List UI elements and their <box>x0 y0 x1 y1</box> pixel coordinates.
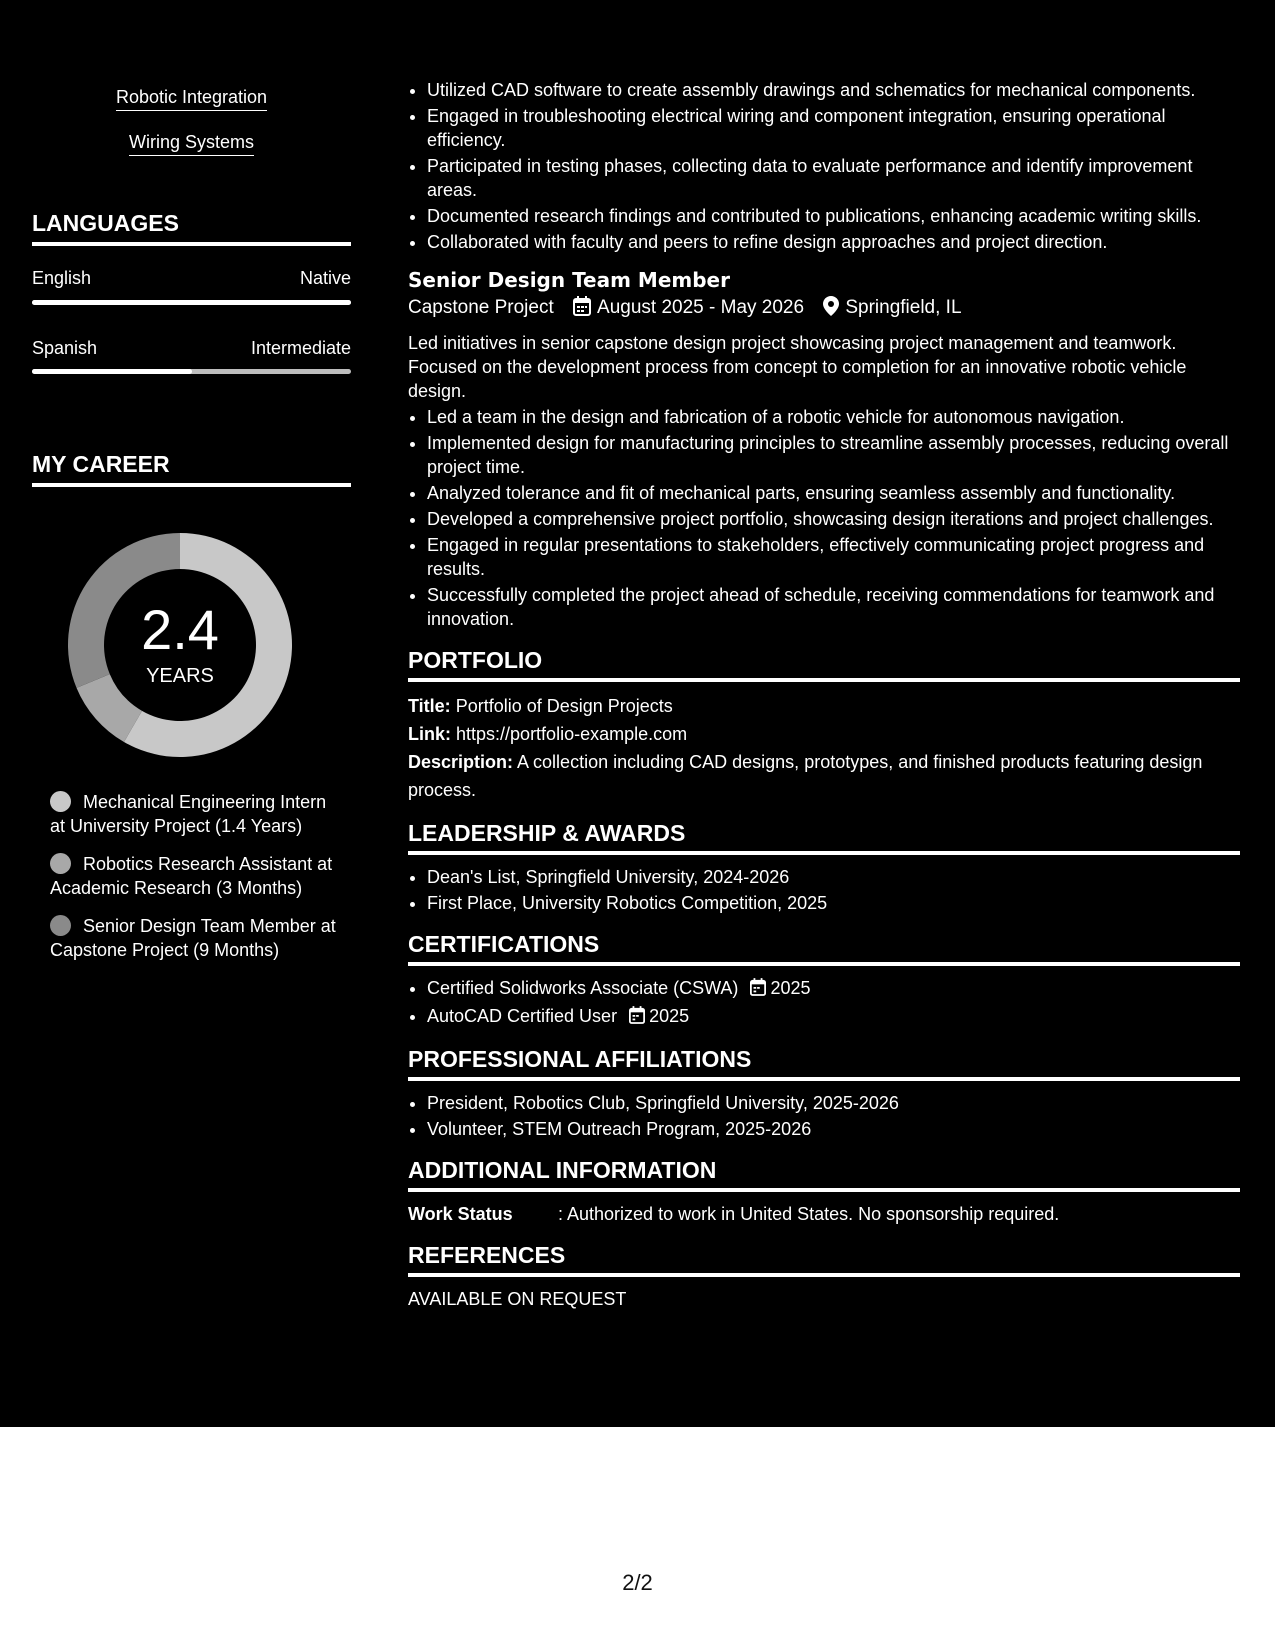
sidebar <box>0 0 380 1427</box>
language-proficiency-fill <box>32 300 351 305</box>
job-title: Senior Design Team Member <box>408 268 730 292</box>
job-bullet: • Developed a comprehensive project portfolio, showcasing design iterations and project challenges. <box>427 507 1240 531</box>
legend-dot-icon <box>50 915 71 936</box>
portfolio-link[interactable]: https://portfolio-example.com <box>456 724 688 744</box>
portfolio-title-label: Title: <box>408 696 451 716</box>
certifications-heading: CERTIFICATIONS <box>408 929 1240 966</box>
portfolio-description: A collection including CAD designs, prototypes, and finished products featuring design process. <box>408 752 1203 800</box>
language-row <box>32 266 351 290</box>
work-status-value: : Authorized to work in United States. No sponsorship required. <box>558 1204 1060 1224</box>
language-proficiency-bar <box>32 369 351 374</box>
job-bullet: • Successfully completed the project ahead of schedule, receiving commendations for teamwork and innovation. <box>427 583 1240 631</box>
certifications-list <box>408 976 1240 1030</box>
career-total-years: 2.4 <box>141 598 219 661</box>
job-bullet: • Documented research findings and contributed to publications, enhancing academic writing skills. <box>427 204 1240 228</box>
job-bullet: • Collaborated with faculty and peers to refine design approaches and project direction. <box>427 230 1240 254</box>
leadership-list <box>408 865 1240 915</box>
job-bullets <box>408 405 1240 631</box>
page-number: 2/2 <box>622 1570 653 1595</box>
language-name: English <box>32 268 92 288</box>
portfolio-description-row <box>408 748 1240 804</box>
job-bullet: • Led a team in the design and fabrication of a robotic vehicle for autonomous navigation. <box>427 405 1240 429</box>
references-text: AVAILABLE ON REQUEST <box>408 1289 627 1309</box>
language-level: Intermediate <box>250 338 351 358</box>
job-bullet: • Participated in testing phases, collecting data to evaluate performance and identify improvement areas. <box>427 154 1240 202</box>
previous-job-bullets <box>408 78 1240 254</box>
language-row <box>32 336 351 360</box>
additional-info-heading: ADDITIONAL INFORMATION <box>408 1155 1240 1192</box>
job-company: Capstone Project <box>408 297 554 318</box>
language-proficiency-fill <box>32 369 192 374</box>
job-meta <box>408 294 1240 325</box>
legend-dot-icon <box>50 791 71 812</box>
career-legend-label: Senior Design Team Member at Capstone Project (9 Months) <box>50 916 336 960</box>
affiliations-list <box>408 1091 1240 1141</box>
certification-name: AutoCAD Certified User <box>427 1006 618 1026</box>
career-legend-item <box>50 914 340 962</box>
language-proficiency-bar <box>32 300 351 305</box>
career-legend-label: Robotics Research Assistant at Academic Research (3 Months) <box>50 854 333 898</box>
job-bullet: • Implemented design for manufacturing principles to streamline assembly processes, reducing overall project time. <box>427 431 1240 479</box>
leadership-heading: LEADERSHIP & AWARDS <box>408 818 1240 855</box>
portfolio-description-label: Description: <box>408 752 514 772</box>
language-name: Spanish <box>32 338 98 358</box>
job-bullet: • Utilized CAD software to create assembly drawings and schematics for mechanical components. <box>427 78 1240 102</box>
career-total-unit: YEARS <box>146 665 214 687</box>
certification-year: 2025 <box>649 1006 690 1026</box>
job-description: Led initiatives in senior capstone design project showcasing project management and teamwork. Focused on the development process from concept to completion for an innovative robotic vehicle design. <box>408 333 1187 401</box>
job-dates: August 2025 - May 2026 <box>597 297 805 318</box>
certification-year: 2025 <box>770 978 811 998</box>
location-pin-icon <box>823 296 839 325</box>
affiliation-item: • Volunteer, STEM Outreach Program, 2025-2026 <box>427 1117 1240 1141</box>
skills-list <box>32 86 351 176</box>
job-bullet: • Engaged in regular presentations to stakeholders, effectively communicating project progress and results. <box>427 533 1240 581</box>
work-status-label: Work Status <box>408 1204 513 1224</box>
career-legend-item <box>50 852 340 900</box>
job-location: Springfield, IL <box>845 297 962 318</box>
main-content <box>408 78 1240 1311</box>
references-heading: REFERENCES <box>408 1240 1240 1277</box>
award-item: • Dean's List, Springfield University, 2024-2026 <box>427 865 1240 889</box>
certification-item <box>427 1004 1240 1030</box>
award-item: • First Place, University Robotics Competition, 2025 <box>427 891 1240 915</box>
portfolio-heading: PORTFOLIO <box>408 645 1240 682</box>
calendar-icon <box>573 296 591 325</box>
job-bullet: • Analyzed tolerance and fit of mechanical parts, ensuring seamless assembly and functionality. <box>427 481 1240 505</box>
portfolio-title-row <box>408 692 1240 720</box>
languages-heading: LANGUAGES <box>32 208 351 246</box>
career-heading: MY CAREER <box>32 449 351 487</box>
portfolio-link-label: Link: <box>408 724 451 744</box>
career-legend-label: Mechanical Engineering Intern at University Project (1.4 Years) <box>50 792 327 836</box>
career-legend-item <box>50 790 340 838</box>
language-level: Native <box>299 268 351 288</box>
skill-tag: Robotic Integration <box>116 86 267 111</box>
career-legend <box>50 790 340 976</box>
work-status-row <box>408 1202 1240 1226</box>
affiliations-heading: PROFESSIONAL AFFILIATIONS <box>408 1044 1240 1081</box>
portfolio-link-row <box>408 720 1240 748</box>
calendar-icon <box>750 978 766 1002</box>
calendar-icon <box>629 1006 645 1030</box>
certification-name: Certified Solidworks Associate (CSWA) <box>427 978 739 998</box>
job-bullet: • Engaged in troubleshooting electrical wiring and component integration, ensuring operational efficiency. <box>427 104 1240 152</box>
portfolio-title: Portfolio of Design Projects <box>455 696 673 716</box>
certification-item <box>427 976 1240 1002</box>
skill-tag: Wiring Systems <box>129 131 254 156</box>
affiliation-item: • President, Robotics Club, Springfield University, 2025-2026 <box>427 1091 1240 1115</box>
legend-dot-icon <box>50 853 71 874</box>
